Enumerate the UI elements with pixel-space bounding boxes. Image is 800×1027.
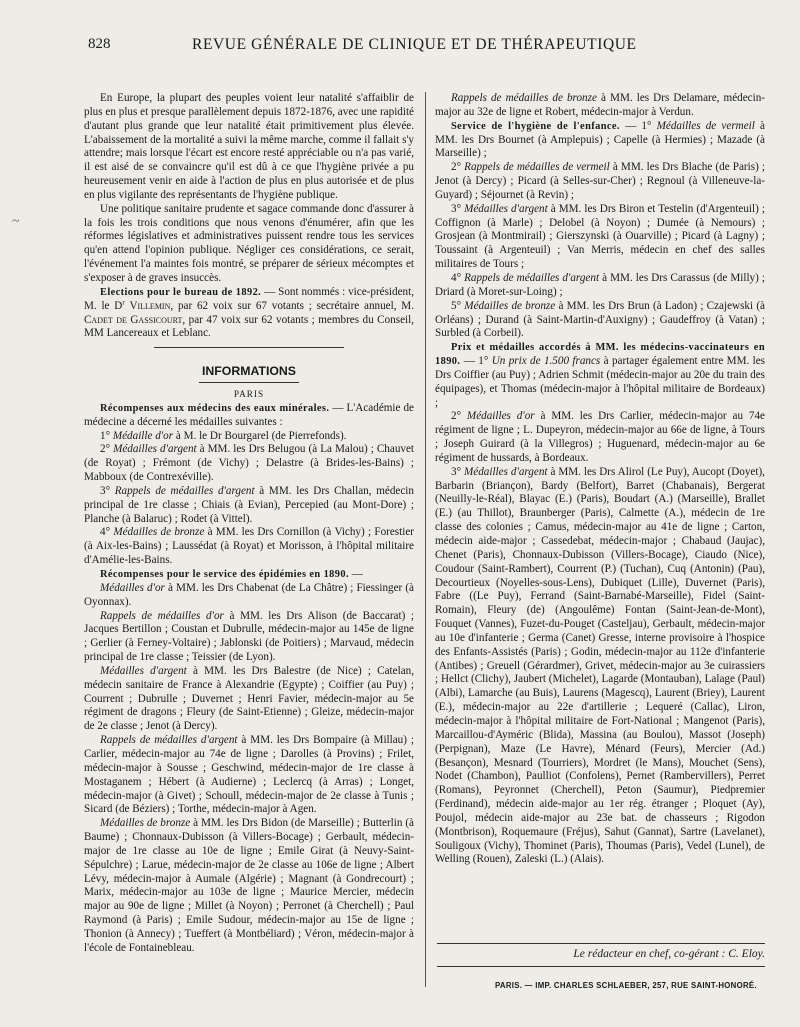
recompenses-eaux-text: — L'Académie de médecine a décerné les médailles suivantes : [84,401,414,428]
informations-heading: INFORMATIONS [201,364,297,379]
eaux-item-1 [84,430,414,444]
recompenses-eaux-heading: Récompenses aux médecins des eaux minérales. [100,402,330,414]
elections-text-b: , par 62 voix sur 67 votants ; secrétaire annuel, M. [170,299,414,312]
epid-rappel-argent-label: Rappels de médailles d'argent [100,734,238,747]
paragraph-elections [84,286,414,341]
prix-item-2 [435,410,765,465]
enf-2-num: 2° [451,161,462,174]
prix-3-num: 3° [451,465,462,478]
imprint-line: PARIS. — IMP. CHARLES SCHLAEBER, 257, RUE SAINT-HONORÉ. [495,981,757,990]
enf-1-text: à MM. les Drs Bournet (à Amplepuis) ; Capelle (à Hermies) ; Mazade (à Marseille) ; [435,119,765,160]
section-top-rule [154,347,344,348]
margin-mark: ~ [12,214,20,229]
rappel-bronze-cont [435,92,765,120]
enf-5-label: Médailles de bronze [464,299,556,312]
elections-heading: Elections pour le bureau de 1892. [100,286,262,298]
epid-rappel-argent-text: à MM. les Drs Bompaire (à Millau) ; Carlier, médecin-major au 74e de ligne ; Darolles (à Provins) ; Frilet, médecin-major à Sousse ; Geschwind, médecin-major de 1re classe à Mostaganem ; Hébert (à Audierne) ; Leclercq (à Arras) ; Longet, médecin-major (à Givet) ; Schoull, médecin-major de 2e classe à Tunis ; Sicard (de Béziers) ; Torthe, médecin-major à Agen. [84,734,414,816]
eaux-3-text: à MM. les Drs Challan, médecin principal de 1re classe ; Chiais (à Evian), Percepied (au Mont-Dore) ; Planche (à Balaruc) ; Rodet (à Vittel). [84,484,414,525]
epid-argent-text: à MM. les Drs Balestre (de Nice) ; Catelan, médecin sanitaire de France à Alexandrie (Egypte) ; Coiffier (au Puy) ; Courrent ; Dubrulle ; Duvernet ; Henri Favier, médecin-major au 5e régiment de dragons ; Fleury (de Saint-Etienne) ; Gleize, médecin-major de 2e classe ; Jenot (à Dercy). [84,664,414,733]
informations-subheading: PARIS [233,389,265,400]
enf-3-text: à MM. les Drs Biron et Testelin (d'Argenteuil) ; Coffignon (à Marle) ; Delobel (à Noyon) ; Dumée (à Nemours) ; Grosjean (à Montmirail) ; Gierszynski (à Ouarville) ; Picard (à Lagny) ; Toussaint (à Argenteuil) ; Van Merris, médecin en chef des salles militaires de Tours ; [435,202,765,271]
prix-2-num: 2° [451,410,462,423]
eaux-4-num: 4° [100,526,111,539]
epid-argent [84,665,414,734]
eaux-1-num: 1° [100,429,111,442]
paragraph-recompenses-epidemies [84,568,414,582]
page-header [88,36,748,60]
enf-item-3 [435,203,765,272]
prix-1-label: Un prix de 1.500 francs [491,355,601,368]
elections-sup: r [122,297,125,306]
prix-2-label: Médailles d'or [466,410,535,423]
eaux-2-num: 2° [100,443,111,456]
eaux-2-text: à MM. les Drs Belugou (à La Malou) ; Chauvet (de Royat) ; Frémont (de Vichy) ; Delastre (à Brides-les-Bains) ; Mabboux (de Contrexéville). [84,443,415,484]
enf-3-num: 3° [451,202,462,215]
left-column [84,92,414,956]
epid-rappel-or-text: à MM. les Drs Alison (de Baccarat) ; Jacques Bertillon ; Coustan et Dubrulle, médecin-major au 145e de ligne ; Gerlier (à Ferney-Voltaire) ; Jablonski (de Poitiers) ; Marvaud, médecin principal de 1re classe ; Teissier (de Lyon). [84,609,414,664]
page-number: 828 [88,36,111,52]
epid-or-text: à MM. les Drs Chabenat (de La Châtre) ; Fiessinger (à Oyonnax). [84,581,414,608]
paragraph-recompenses-eaux [84,402,414,430]
enf-5-text: à MM. les Drs Brun (à Ladon) ; Czajewski (à Orléans) ; Durand (à Saint-Martin-d'Auxigny) ; Gaudeffroy (à Vatan) ; Surbled (à Corbeil). [435,299,765,340]
column-divider [425,92,426,987]
eaux-1-text: à M. le Dr Bourgarel (de Pierrefonds). [175,429,347,442]
paragraph-enfance [435,120,765,162]
elections-text-a: — Sont nommés : vice-président, M. le D [84,285,414,312]
rappel-bronze-text: à MM. les Drs Delamare, médecin-major au 32e de ligne et Robert, médecin-major à Verdun. [435,92,765,118]
elections-text-c: , par 47 voix sur 62 votants ; membres du Conseil, MM Lancereaux et Leblanc. [84,313,414,340]
epid-rappel-or [84,610,414,665]
enfance-dash: — 1° [625,119,652,132]
eaux-3-num: 3° [100,484,111,497]
epid-bronze-label: Médailles de bronze [100,817,191,830]
enf-2-label: Rappels de médailles de vermeil [464,161,610,174]
enf-item-5 [435,300,765,342]
recompenses-epidemies-dash: — [351,568,363,580]
epid-rappel-or-label: Rappels de médailles d'or [100,609,224,622]
right-column [435,92,765,867]
eaux-1-label: Médaille d'or [112,429,174,442]
epid-rappel-argent [84,734,414,817]
enf-4-text: à MM. les Drs Carassus (de Milly) ; Driard (à Moret-sur-Loing) ; [435,271,765,298]
prix-heading: Prix et médailles accordés à MM. les médecins-vaccinateurs en 1890. [435,342,765,368]
enf-3-label: Médailles d'argent [464,202,548,215]
prix-3-text: à MM. les Drs Alirol (Le Puy), Aucopt (Doyet), Barbarin (Briançon), Bardy (Belfort), Barret (Chabanais), Bergerat (Neuilly-le-Réal), Blayac (E.) (Paris), Boudart (A.) (Marseille), Brallet (E.) (au Thillot), Braunberger (Paris), Calmette (A.), médecin de 1re classe des colonies ; Camus, médecin-major au 41e de ligne ; Carton, médecin aide-major ; Cassedebat, médecin-major ; Chabaud (Jaujac), Chenet (Paris), Chonnaux-Dubisson (Villers-Bocage), Ciaudo (Nice), Coudour (Saint-Rambert), Courrent (P.) (Tuchan), Cuq (Antonin) (Pau), Decourtieux (Noyelles-sous-Lens), Dubiquet (Lille), Duvernet (Paris), Fabre ((Le Puy), Ferrand (Saint-Barnabé-Marseille), Fidel (Saint-Romain), Fleury (de) (Angoulême) Fontan (Saint-Jean-de-Mont), Fouquet (Vannes), Fuzet-du-Pouget (Casteljau), Gerbault, médecin-major au 10e d'infanterie ; Germa (Canet) Gresse, interne provisoire à l'hospice des Enfants-Assistés (Paris) ; Godin, médecin-major au 112e d'infanterie (Antibes) ; Greuell (Gérardmer), Grivet, médecin-major au 3e cuirassiers ; Hellct (Clichy), Jaubert (Michelet), Lagarde (Montauban), Lalage (Paul) (Albi), Lamarche (au Buis), Laurens (Magescq), Laurent (Briey), Laurent (E.), médecin-major au 22e d'artillerie ; Lequeré (Callac), Liron, médecin-major à l'hôpital militaire de Fort-National ; Mangenot (Paris), Marcaillou-d'Ayméric (Blida), Massina (au Boulou), Massot (Joseph) (Perpignan), Maze (Le Havre), Ménard (Feurs), Mercier (Ad.) (Besançon), Mesnard (Tourriers), Mordret (le Mans), Mouchet (Sens), Nodet (Chambon), Paulliot (Confolens), Pernet (Rambervillers), Perret (Romans), Peyronnet (Cherchell), Peton (Saumur), Piedpremier (Ferdinand), médecin aide-major au 1er rég. étranger ; Ploquet (Ay), Poujol, médecin aide-major au 23e bat. de chasseurs ; Rigodon (Montbrison), Roquemaure (Fréjus), Sahut (Gannat), Sartre (Lavelanet), Souligoux (Vichy), Thominet (Paris), Thoumas (Paris), Vedel (Lunel), de Welling (Rouen), Zaleski (L.) (Alais). [435,465,765,866]
elections-name-villemin: Villemin [129,299,171,312]
prix-2-text: à MM. les Drs Carlier, médecin-major au 74e régiment de ligne ; L. Dupeyron, médecin-major au 66e de ligne, à Tours ; Joseph Guirard (à la Villegros) ; Huguenard, médecin-major au 6e régiment de hussards, à Bordeaux. [435,410,765,464]
running-title: REVUE GÉNÉRALE DE CLINIQUE ET DE THÉRAPEUTIQUE [192,36,637,53]
epid-or [84,582,414,610]
paragraph-natalite: En Europe, la plupart des peuples voient leur natalité s'affaiblir de plus en plus et presque parallèlement depuis 1872-1876, avec une rapidité d'autant plus grande que leur natalité était primitivement plus élevée. L'abaissement de la mortalité a suivi la même marche, comme il fallait s'y attendre; mais lorsque l'écart est encore resté appréciable ou n'a pas varié, il est aisé de se convaincre qu'il est dû à ce que l'hygiène privée a pu heureusement venir en aide à l'action de plus en plus autorisée et de plus en plus vigilante des représentants de l'hygiène publique. [84,92,414,201]
enf-5-num: 5° [451,299,462,312]
epid-or-label: Médailles d'or [100,581,165,594]
eaux-item-2 [84,443,414,485]
eaux-4-label: Médailles de bronze [113,526,205,539]
epid-argent-label: Médailles d'argent [100,664,187,677]
eaux-4-text: à MM. les Drs Cornillon (à Vichy) ; Forestier (à Aix-les-Bains) ; Laussédat (à Royat) et Morisson, à l'hôpital militaire d'Amélie-les-Bains. [84,526,414,567]
epid-bronze [84,817,414,955]
prix-item-3 [435,466,765,867]
enf-4-label: Rappels de médailles d'argent [464,271,600,284]
section-rule [199,382,299,383]
enf-item-2 [435,161,765,203]
enf-2-text: à MM. les Drs Blache (de Paris) ; Jenot (à Dercy) ; Picard (à Selles-sur-Cher) ; Regnoul (à Villeneuve-la-Guyard) ; Séjournet (à Revin) ; [435,161,766,201]
eaux-2-label: Médailles d'argent [113,443,197,456]
enf-4-num: 4° [451,271,462,284]
enf-item-4 [435,272,765,300]
eaux-item-3 [84,485,414,527]
enfance-heading: Service de l'hygiène de l'enfance. [451,120,620,132]
enf-1-label: Médailles de vermeil [656,119,755,132]
eaux-item-4 [84,526,414,568]
prix-1-text: à partager également entre MM. les Drs Coiffier (au Puy) ; Adrien Schmit (médecin-major au 20e du train des équipages), et Thomas (médecin-major à l'hôpital militaire de Bordeaux) ; [435,355,766,409]
redacteur-line: Le rédacteur en chef, co-gérant : C. Eloy. [437,943,765,967]
elections-name-cadet: Cadet de Gassicourt [84,313,183,326]
rappel-bronze-label: Rappels de médailles de bronze [451,92,597,104]
prix-dash: — 1° [463,355,489,368]
epid-bronze-text: à MM. les Drs Bidon (de Marseille) ; Butterlin (à Baume) ; Chonnaux-Dubisson (à Villers-Bocage) ; Gerbault, médecin-major de 1re classe au 10e de ligne ; Emile Girat (à Neuvy-Saint-Sépulchre) ; Larue, médecin-major de 2e classe au 106e de ligne ; Albert Lévy, médecin-major à Aumale (Algérie) ; Magnant (à Gondrecourt) ; Marix, médecin-major au 103e de ligne ; Maurice Mercier, médecin major au 90e de ligne ; Millet (à Noyon) ; Perronet (à Cherchell) ; Paul Raymond (à Paris) ; Emile Sudour, médecin-major au 15e de ligne ; Thonion (à Annecy) ; Tueffert (à Montbéliard) ; Véron, médecin-major à l'école de Fontainebleau. [84,817,414,954]
eaux-3-label: Rappels de médailles d'argent [114,484,255,497]
recompenses-epidemies-heading: Récompenses pour le service des épidémies en 1890. [100,569,349,580]
prix-3-label: Médailles d'argent [463,465,548,478]
paragraph-politique: Une politique sanitaire prudente et sagace commande donc d'assurer à la fois les trois conditions que nous venons d'énumérer, afin que les réformes législatives et administratives puissent rendre tous les services qu'en attend l'opinion publique. Négliger ces considérations, ce serait, l'événement l'a maintes fois montré, se préparer de sérieux mécomptes et s'exposer à de graves insuccès. [84,202,414,284]
paragraph-prix-vaccinateurs [435,341,765,410]
